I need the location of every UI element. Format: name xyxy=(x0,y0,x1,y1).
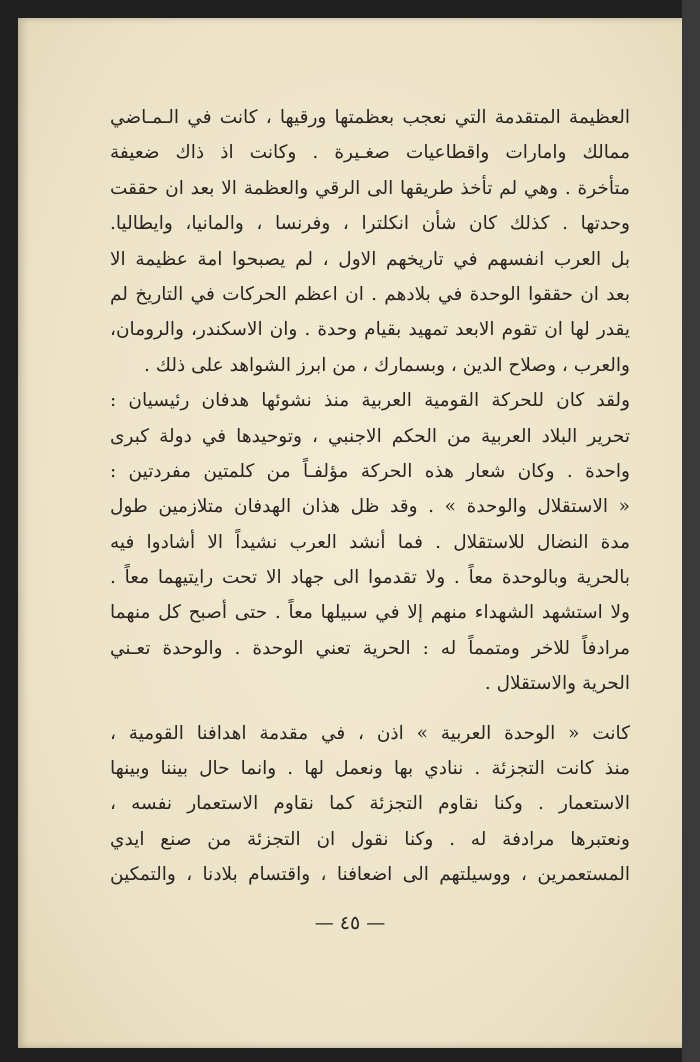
text-line: متأخرة . وهي لم تأخذ طريقها الى الرقي والعظمة الا بعد ان حققت xyxy=(110,177,630,199)
page-body-text xyxy=(110,100,630,893)
text-line: مدة النضال للاستقلال . فما أنشد العرب نشيداً الا أشادوا فيه xyxy=(110,531,630,553)
text-line: « الاستقلال والوحدة » . وقد ظل هذان الهدفان متلازمين طول xyxy=(110,496,630,518)
text-line: الاستعمار . وكنا نقاوم التجزئة كما نقاوم الاستعمار نفسه ، xyxy=(110,793,630,815)
page-number: — ٤٥ — xyxy=(314,912,386,934)
text-line: بعد ان حققوا الوحدة في بلادهم . ان اعظم الحركات في التاريخ لم xyxy=(110,283,630,305)
page-edge-shadow xyxy=(682,0,700,1062)
text-line: الحرية والاستقلال . xyxy=(484,673,630,695)
text-line: واحدة . وكان شعار هذه الحركة مؤلفـاً من كلمتين مفردتين : xyxy=(110,460,630,482)
text-line: تحرير البلاد العربية من الحكم الاجنبي ، وتوحيدها في دولة كبرى xyxy=(110,425,630,447)
text-line: وحدتها . كذلك كان شأن انكلترا ، وفرنسا ، والمانيا، وايطاليا. xyxy=(110,213,630,235)
paragraph-gap xyxy=(110,702,630,716)
text-line: ونعتبرها مرادفة له . وكنا نقول ان التجزئة من صنع ايدي xyxy=(110,828,630,850)
text-line: ولقد كان للحركة القومية العربية منذ نشوئها هدفان رئيسيان : xyxy=(110,390,630,412)
text-line: بالحرية وبالوحدة معاً . ولا تقدموا الى جهاد الا تحت رايتيهما معاً . xyxy=(110,567,630,589)
text-line: يقدر لها ان تقوم الابعد تمهيد بقيام وحدة . وان الاسكندر، والرومان، xyxy=(110,319,630,341)
text-line: ممالك وامارات واقطاعيات صغـيرة . وكانت اذ ذاك ضعيفة xyxy=(110,142,630,164)
text-line: والعرب ، وصلاح الدين ، وبسمارك ، من ابرز الشواهد على ذلك . xyxy=(144,354,630,376)
text-line: مرادفاً للاخر ومتمماً له : الحرية تعني الوحدة . والوحدة تعـني xyxy=(110,637,630,659)
text-line: كانت « الوحدة العربية » اذن ، في مقدمة اهدافنا القومية ، xyxy=(110,722,630,744)
text-line: المستعمرين ، ووسيلتهم الى اضعافنا ، واقتسام بلادنا ، والتمكين xyxy=(110,864,630,886)
text-line: العظيمة المتقدمة التي نعجب بعظمتها ورقيها ، كانت في الـمـاضي xyxy=(110,107,630,128)
text-line: بل العرب انفسهم في تاريخهم الاول ، لم يصبحوا امة عظيمة الا xyxy=(110,248,630,270)
text-line: منذ كانت التجزئة . ننادي بها ونعمل لها . وانما حال بيننا وبينها xyxy=(110,758,630,780)
text-line: ولا استشهد الشهداء منهم إلا في سبيلها معاً . حتى أصبح كل منهما xyxy=(110,602,630,624)
